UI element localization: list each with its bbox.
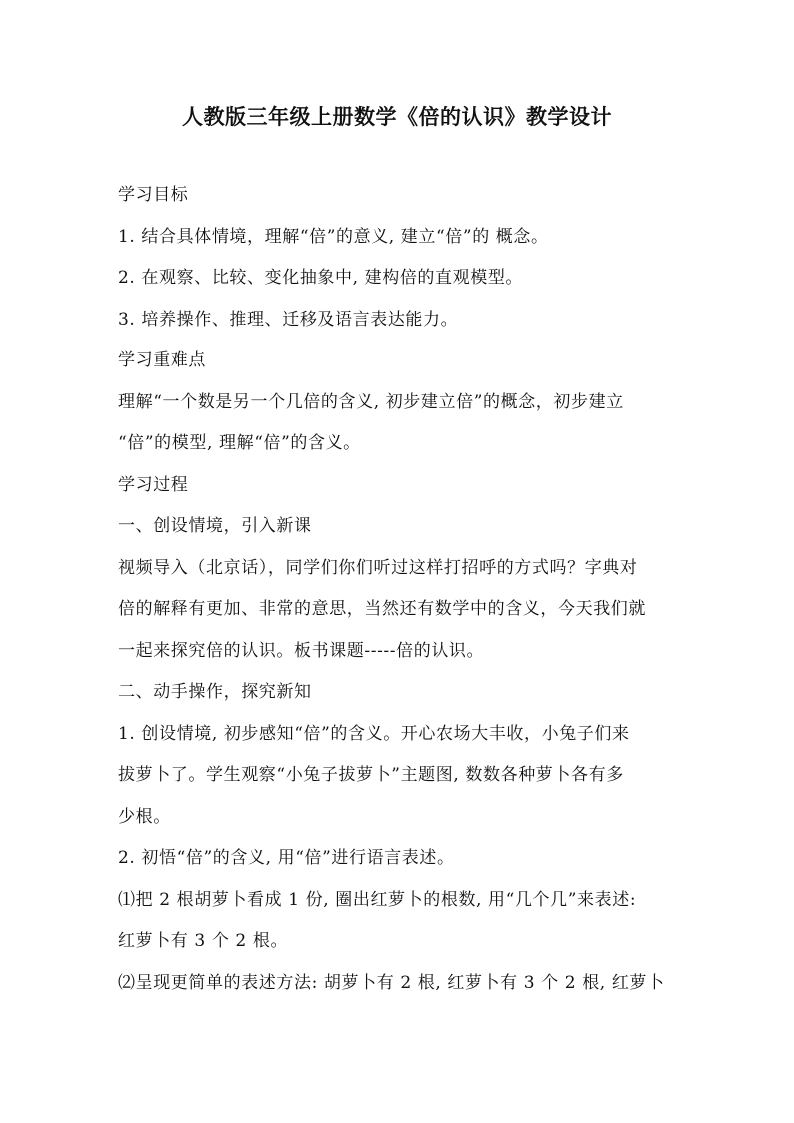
goal-item-3: 3. 培养操作、推理、迁移及语言表达能力。 xyxy=(118,310,459,330)
paragraph-line: 红萝卜有 3 个 2 根。 xyxy=(118,931,289,951)
paragraph-line: 倍的解释有更加、非常的意思，当然还有数学中的含义，今天我们就 xyxy=(118,599,646,619)
subsection-heading-2: 二、动手操作，探究新知 xyxy=(118,682,312,702)
section-heading-learning-goals: 学习目标 xyxy=(118,185,189,205)
paragraph-line: ⑴把 2 根胡萝卜看成 1 份, 圈出红萝卜的根数, 用“几个几”来表述: xyxy=(118,890,637,910)
document-title: 人教版三年级上册数学《倍的认识》教学设计 xyxy=(182,105,612,129)
section-heading-key-difficulties: 学习重难点 xyxy=(118,350,206,370)
paragraph-line: ⑵呈现更简单的表述方法: 胡萝卜有 2 根, 红萝卜有 3 个 2 根, 红萝卜 xyxy=(118,973,665,993)
goal-item-2: 2. 在观察、比较、变化抽象中, 建构倍的直观模型。 xyxy=(118,268,524,288)
paragraph-line: 理解“一个数是另一个几倍的含义, 初步建立倍”的概念，初步建立 xyxy=(118,392,624,412)
paragraph-line: 2. 初悟“倍”的含义, 用“倍”进行语言表述。 xyxy=(118,848,455,868)
paragraph-line: 拔萝卜了。学生观察“小兔子拔萝卜”主题图, 数数各种萝卜各有多 xyxy=(118,765,624,785)
section-heading-learning-process: 学习过程 xyxy=(118,475,189,495)
paragraph-line: 视频导入（北京话），同学们你们听过这样打招呼的方式吗？字典对 xyxy=(118,558,638,578)
goal-item-1: 1. 结合具体情境，理解“倍”的意义, 建立“倍”的 概念。 xyxy=(118,227,549,247)
paragraph-line: 少根。 xyxy=(118,807,171,827)
subsection-heading-1: 一、创设情境，引入新课 xyxy=(118,516,312,536)
paragraph-line: “倍”的模型, 理解“倍”的含义。 xyxy=(118,433,361,453)
paragraph-line: 1. 创设情境, 初步感知“倍”的含义。开心农场大丰收，小兔子们来 xyxy=(118,724,630,744)
paragraph-line: 一起来探究倍的认识。板书课题-----倍的认识。 xyxy=(118,641,485,661)
